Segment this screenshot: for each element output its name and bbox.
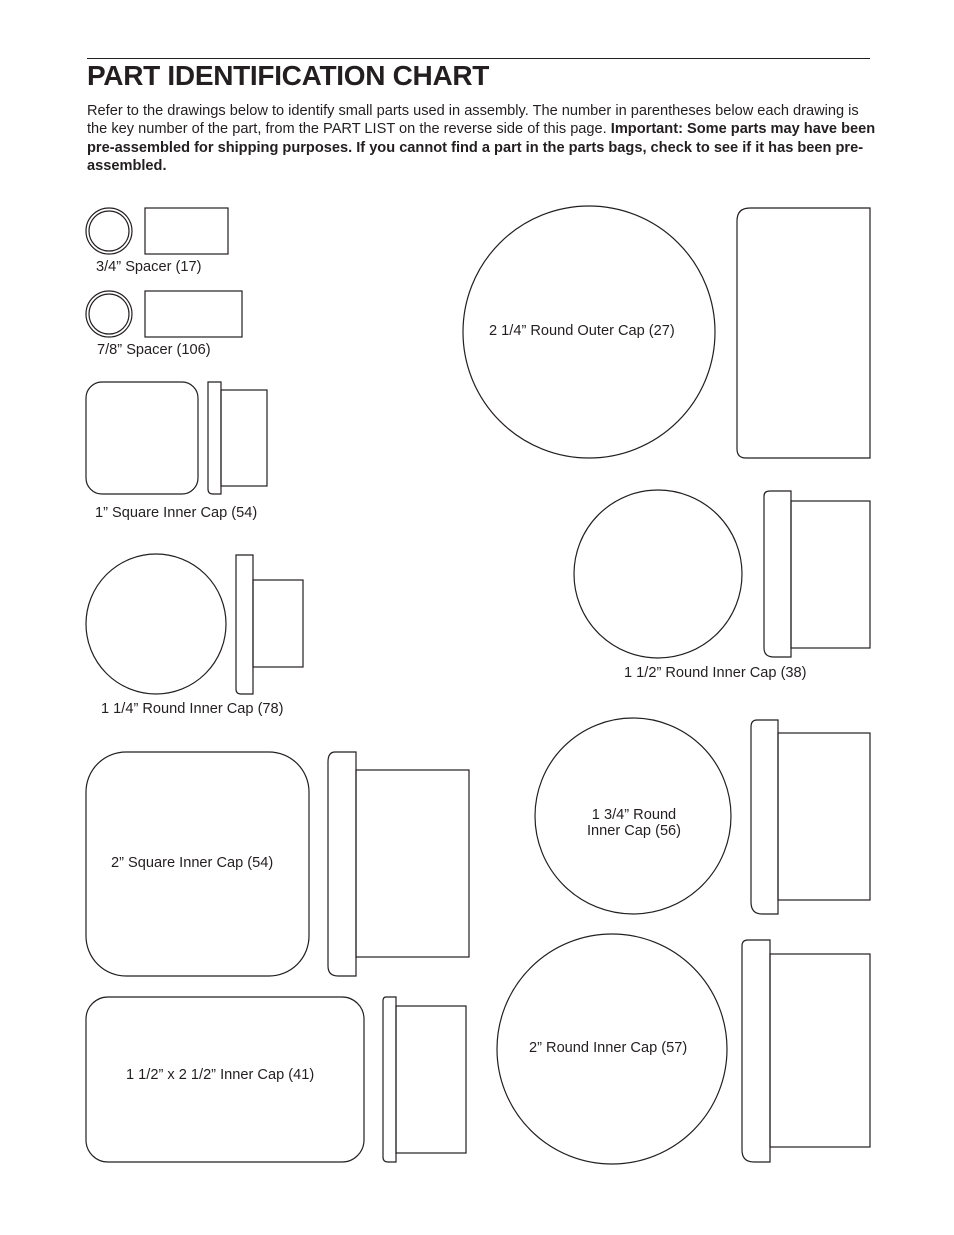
square-inner-cap-1-drawing (86, 382, 267, 494)
round-inner-cap-57-label: 2” Round Inner Cap (57) (529, 1040, 688, 1056)
spacer-106-label: 7/8” Spacer (106) (97, 342, 211, 358)
intro-text: Refer to the drawings below to identify small parts used in assembly. The number in parentheses below each drawing is the key number of the part, from the PART LIST on the reverse side of this page. (87, 103, 859, 138)
inner-cap-41-label: 1 1/2” x 2 1/2” Inner Cap (41) (126, 1067, 315, 1083)
round-inner-cap-78-label: 1 1/4” Round Inner Cap (78) (101, 701, 284, 717)
round-inner-cap-56-label-line2: Inner Cap (56) (586, 823, 682, 839)
spacer-17-drawing (86, 208, 228, 254)
spacer-17-label: 3/4” Spacer (17) (96, 259, 202, 275)
round-inner-cap-38-label: 1 1/2” Round Inner Cap (38) (624, 665, 807, 681)
round-inner-cap-56-label (574, 807, 694, 839)
spacer-106-drawing (86, 291, 242, 337)
page-title: PART IDENTIFICATION CHART (87, 60, 490, 91)
round-inner-cap-78-drawing (86, 554, 303, 694)
round-inner-cap-38-drawing (574, 490, 870, 658)
intro-important-text: Important: Some parts may have been pre-assembled for shipping purposes. If you cannot find a part in the parts bags, check to see if it has been pre-assembled. (87, 121, 876, 174)
round-outer-cap-27-label: 2 1/4” Round Outer Cap (27) (489, 323, 675, 339)
round-inner-cap-56-label-line1: 1 3/4” Round (591, 807, 677, 823)
square-inner-cap-2-label: 2” Square Inner Cap (54) (111, 855, 274, 871)
square-inner-cap-1-label: 1” Square Inner Cap (54) (95, 505, 258, 521)
